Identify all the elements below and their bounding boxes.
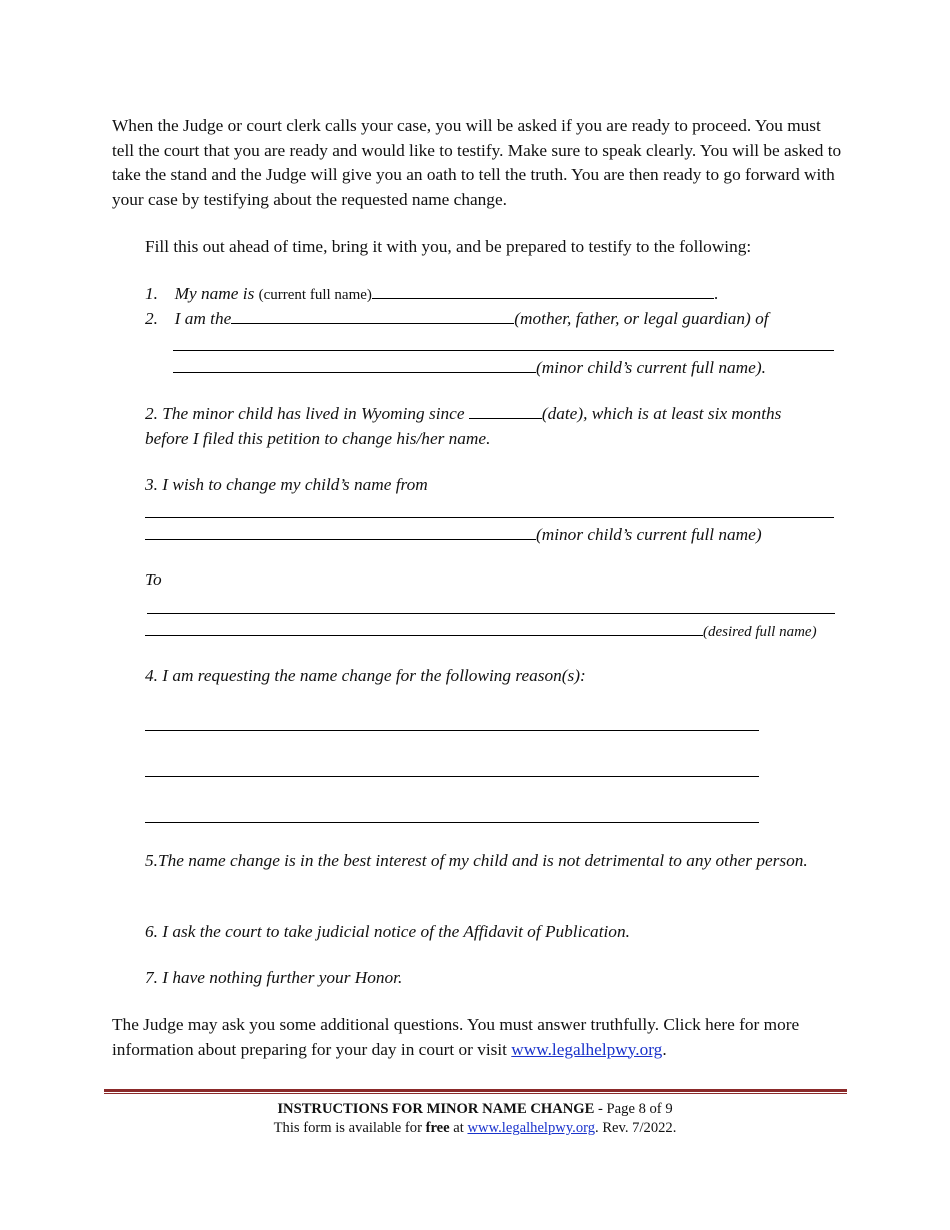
- to-label: To: [145, 570, 162, 589]
- desired-name-label: (desired full name): [703, 624, 817, 640]
- closing-end: .: [662, 1039, 667, 1059]
- reasons-text: 4. I am requesting the name change for the following reason(s):: [145, 666, 586, 685]
- residency-statement: [145, 401, 845, 451]
- item-1-prefix: My name is: [174, 284, 259, 303]
- footer-page: - Page 8 of 9: [594, 1101, 673, 1117]
- item-2-suffix: (mother, father, or legal guardian) of: [514, 309, 769, 328]
- item-2-child-label: (minor child’s current full name).: [536, 358, 766, 377]
- item-1-suffix: .: [713, 284, 719, 303]
- footer-at: at: [449, 1120, 468, 1136]
- item-1-name-field[interactable]: [372, 281, 714, 299]
- item-6: 6. I ask the court to take judicial notice of the Affidavit of Publication.: [145, 922, 630, 941]
- current-name-line-2[interactable]: [145, 522, 536, 540]
- item-2-child-name-line-1[interactable]: [173, 350, 834, 351]
- footer-line-1: [0, 1100, 950, 1119]
- residency-prefix: 2. The minor child has lived in Wyoming since: [145, 404, 469, 423]
- item-1-hint: (current full name): [258, 287, 372, 303]
- current-name-label: (minor child’s current full name): [536, 525, 762, 544]
- item-5: 5.The name change is in the best interest of my child and is not detrimental to any other person.: [145, 851, 808, 870]
- item-2-relationship-field[interactable]: [231, 306, 514, 324]
- desired-name-line-2[interactable]: [145, 618, 703, 636]
- reason-line-1[interactable]: [145, 730, 759, 731]
- item-2-child-name-row: [173, 355, 766, 381]
- item-2-child-name-line-2[interactable]: [173, 355, 536, 373]
- change-from-text: 3. I wish to change my child’s name from: [145, 475, 428, 494]
- item-2: [145, 306, 769, 332]
- footer-title: INSTRUCTIONS FOR MINOR NAME CHANGE: [277, 1101, 595, 1117]
- footer-free: free: [425, 1120, 450, 1136]
- item-1: [145, 281, 718, 308]
- desired-name-line-1[interactable]: [147, 613, 835, 614]
- current-name-line-1[interactable]: [145, 517, 834, 518]
- item-1-number: 1.: [145, 284, 158, 303]
- footer-rule: [104, 1089, 847, 1094]
- fill-out-instruction: Fill this out ahead of time, bring it with you, and be prepared to testify to the following:: [145, 237, 752, 256]
- residency-suffix: (date), which is at least six months: [541, 404, 782, 423]
- closing-paragraph: [112, 1013, 842, 1062]
- residency-date-field[interactable]: [469, 401, 542, 419]
- item-2-prefix: I am the: [174, 309, 232, 328]
- desired-name-row: [145, 618, 817, 645]
- footer-avail: This form is available for: [273, 1120, 426, 1136]
- legalhelpwy-link[interactable]: www.legalhelpwy.org: [511, 1039, 663, 1059]
- residency-line-2: before I filed this petition to change his/her name.: [145, 428, 491, 448]
- footer-rev: . Rev. 7/2022.: [595, 1120, 677, 1136]
- footer-line-2: [0, 1119, 950, 1138]
- current-name-row: [145, 522, 762, 548]
- reason-line-2[interactable]: [145, 776, 759, 777]
- footer-link[interactable]: www.legalhelpwy.org: [467, 1120, 596, 1136]
- closing-text: The Judge may ask you some additional questions. You must answer truthfully. Click here for more information about preparing for your day in court or visit: [112, 1015, 800, 1059]
- intro-paragraph: When the Judge or court clerk calls your case, you will be asked if you are ready to proceed. You must tell the court that you are ready and would like to testify. Make sure to speak clearly. You will be asked to take the stand and the Judge will give you an oath to tell the truth. You are then ready to go forward with your case by testifying about the requested name change.: [112, 116, 842, 209]
- item-2-number: 2.: [145, 309, 158, 328]
- reason-line-3[interactable]: [145, 822, 759, 823]
- item-7: 7. I have nothing further your Honor.: [145, 968, 403, 987]
